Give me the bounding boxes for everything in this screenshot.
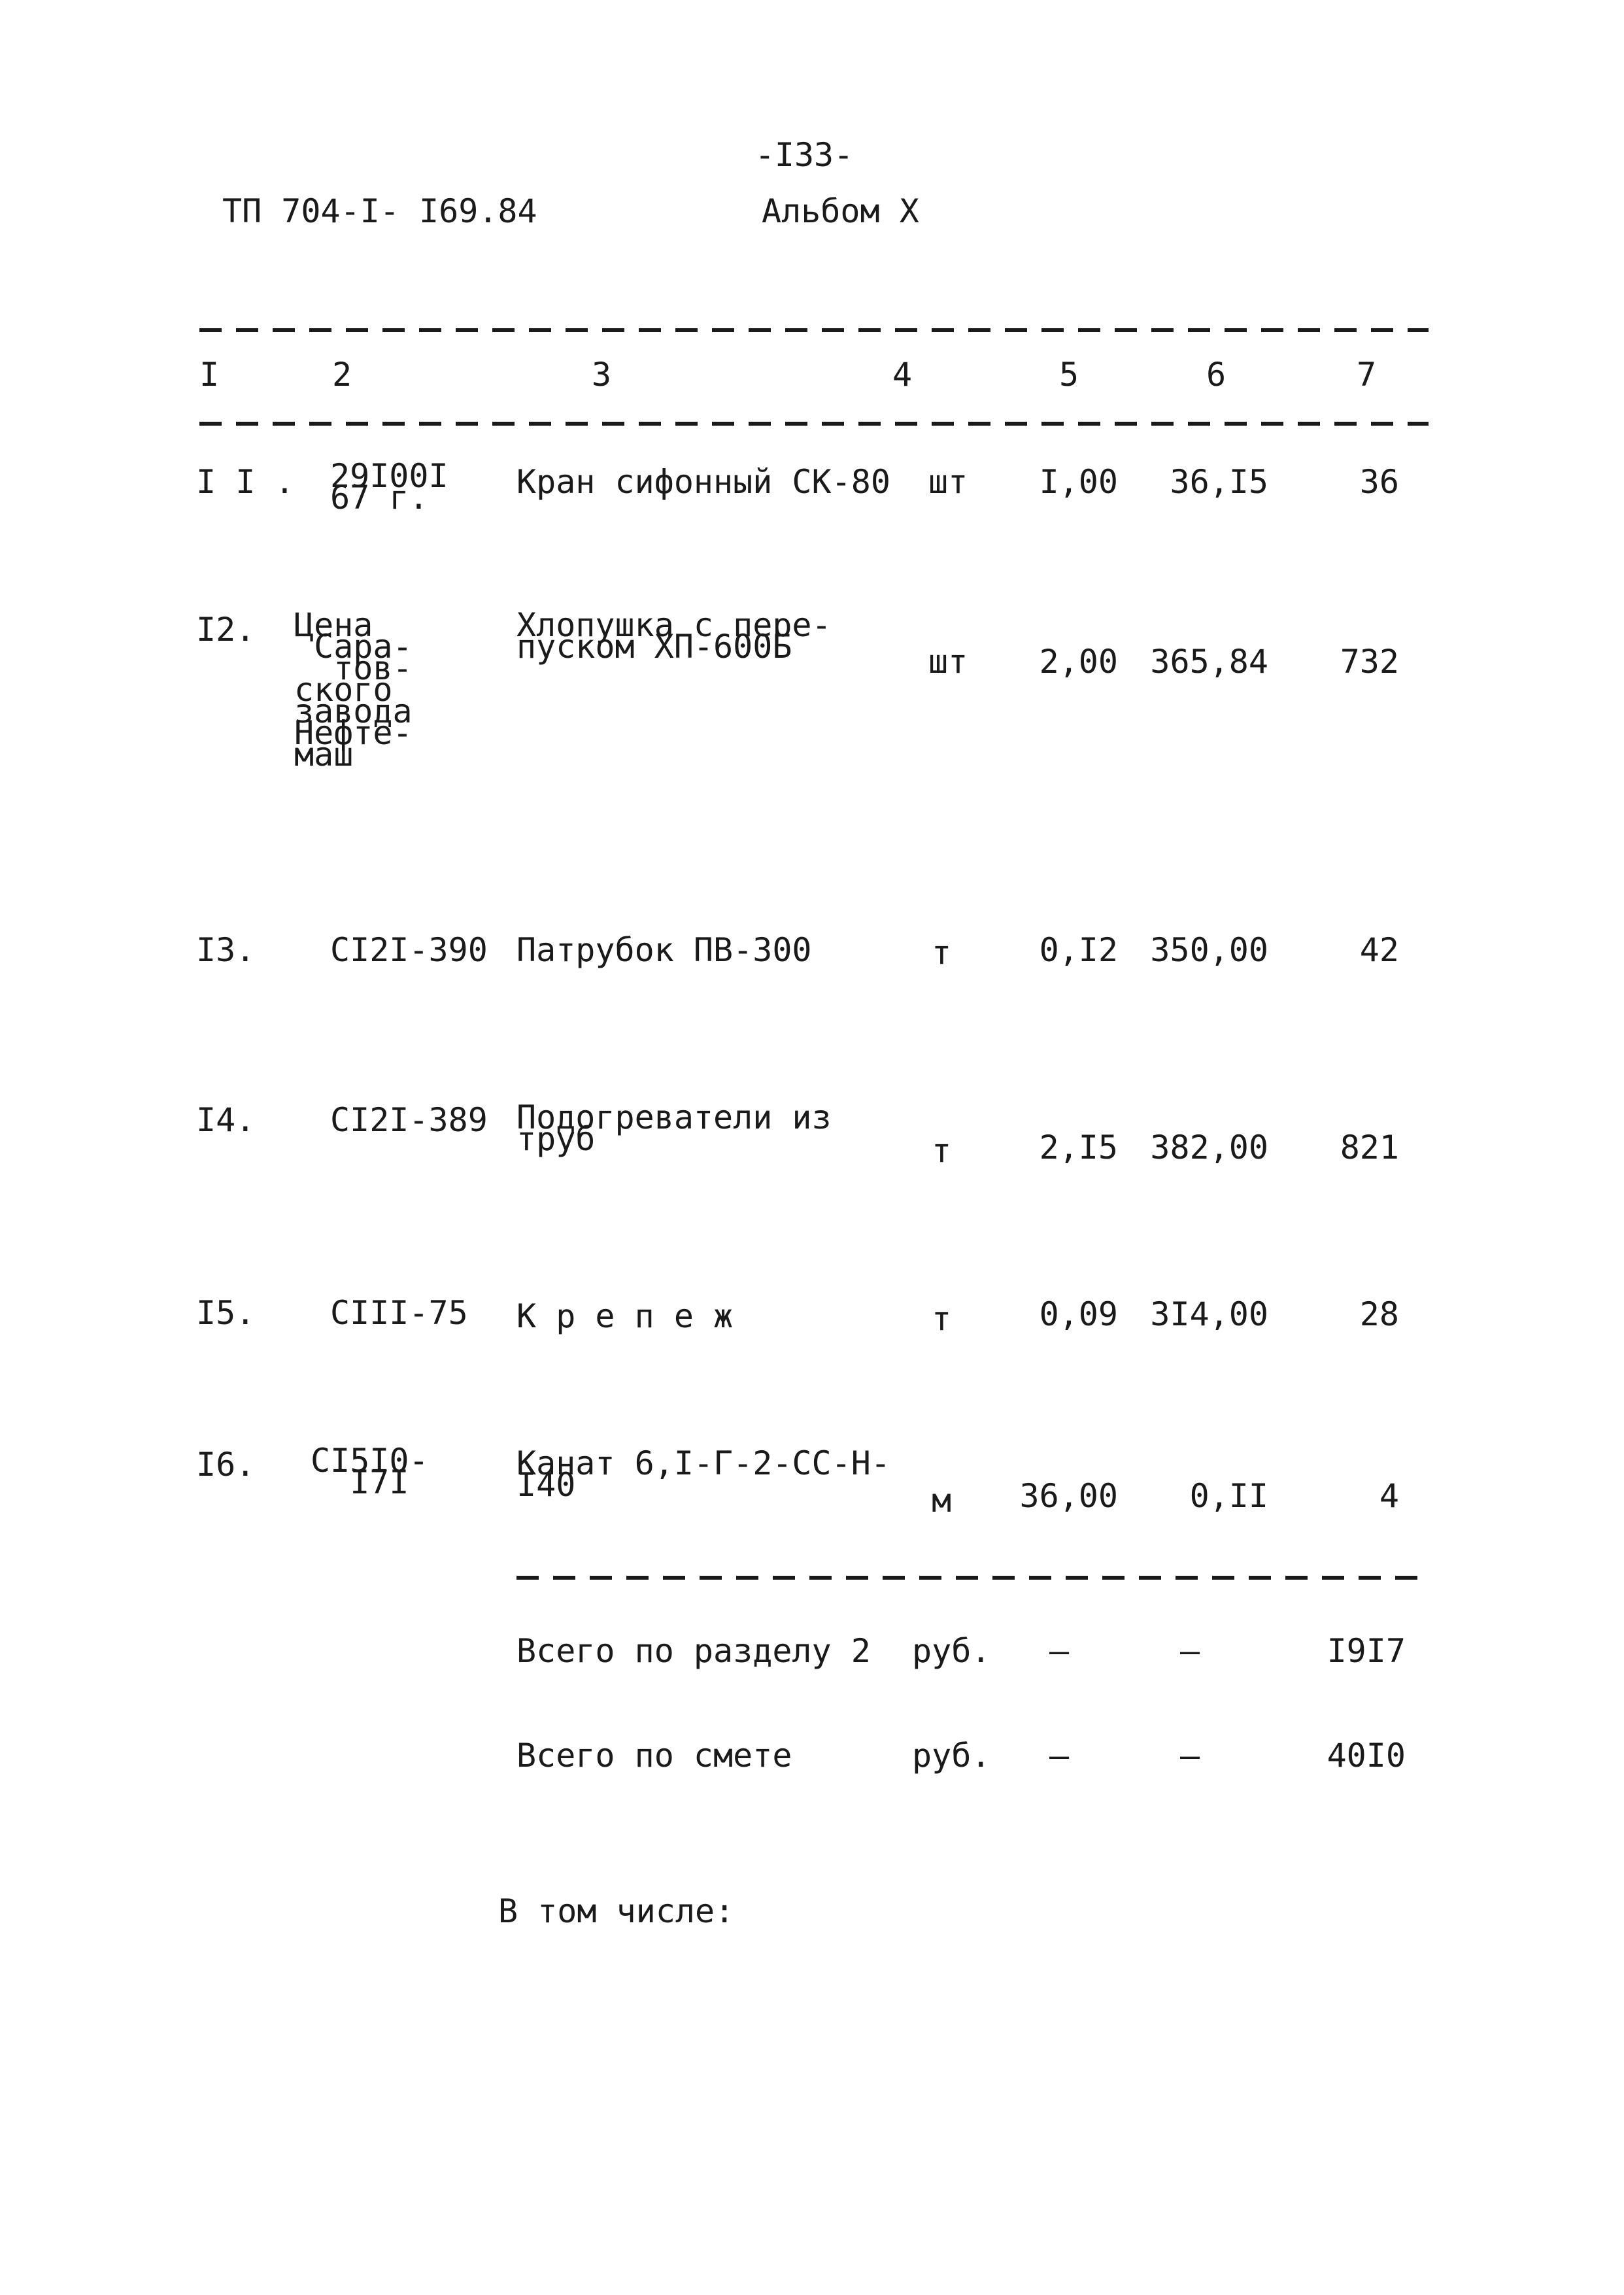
- album-label: Альбом X: [762, 192, 919, 230]
- total-unit: руб.: [912, 1737, 991, 1775]
- row-number: I5.: [196, 1294, 256, 1332]
- row-name: Подогреватели из труб: [516, 1098, 832, 1158]
- row-number: I I .: [196, 463, 295, 501]
- row-code: CI5I0- I7I: [311, 1442, 429, 1501]
- row-code: 29I00I 67 г.: [330, 457, 448, 517]
- row-total: 36: [1359, 463, 1399, 501]
- row-name: Кран сифонный СК-80: [516, 463, 890, 501]
- total-amount: I9I7: [1327, 1632, 1406, 1670]
- row-code: CIII-75: [330, 1294, 468, 1332]
- row-total: 28: [1359, 1295, 1399, 1333]
- column-header-1: I: [199, 356, 220, 394]
- total-quantity: –: [1049, 1737, 1070, 1775]
- row-total: 4: [1379, 1477, 1399, 1515]
- column-header-2: 2: [332, 356, 352, 394]
- row-quantity: I,00: [1039, 463, 1118, 501]
- row-price: 3I4,00: [1150, 1295, 1268, 1333]
- row-total: 42: [1359, 931, 1399, 969]
- row-number: I6.: [196, 1446, 256, 1484]
- row-name: Канат 6,I-Г-2-СС-Н- I40: [516, 1444, 890, 1504]
- total-price: –: [1179, 1737, 1200, 1775]
- row-price: 382,00: [1150, 1129, 1268, 1166]
- row-unit: шт: [928, 643, 968, 681]
- document-code: ТП 704-I- I69.84: [222, 192, 537, 230]
- total-price: –: [1179, 1632, 1200, 1670]
- row-unit: шт: [928, 463, 968, 501]
- total-label: Всего по смете: [516, 1737, 792, 1775]
- row-quantity: 2,00: [1039, 643, 1118, 681]
- row-total: 732: [1340, 643, 1399, 681]
- row-code: CI2I-389: [330, 1101, 488, 1139]
- column-header-4: 4: [892, 356, 913, 394]
- row-price: 0,II: [1189, 1477, 1268, 1515]
- total-quantity: –: [1049, 1632, 1070, 1670]
- row-name: Патрубок ПВ-300: [516, 931, 812, 969]
- row-quantity: 36,00: [1019, 1477, 1118, 1515]
- row-code: Цена Сара- тов- ского завода Нефте- маш: [294, 606, 413, 774]
- column-header-6: 6: [1206, 356, 1226, 394]
- row-unit: т: [932, 1132, 952, 1170]
- row-price: 365,84: [1150, 643, 1268, 681]
- row-number: I2.: [196, 611, 256, 649]
- row-name: К р е п е ж: [516, 1297, 734, 1335]
- header-rule-top: [199, 328, 1429, 332]
- column-header-5: 5: [1059, 356, 1079, 394]
- row-quantity: 2,I5: [1039, 1129, 1118, 1166]
- column-header-7: 7: [1357, 356, 1377, 394]
- total-unit: руб.: [912, 1632, 991, 1670]
- including-label: В том числе:: [498, 1892, 735, 1930]
- row-code: CI2I-390: [330, 931, 488, 969]
- total-label: Всего по разделу 2: [516, 1632, 871, 1670]
- total-amount: 40I0: [1327, 1737, 1406, 1775]
- row-number: I4.: [196, 1101, 256, 1139]
- row-quantity: 0,09: [1039, 1295, 1118, 1333]
- row-number: I3.: [196, 931, 256, 969]
- row-price: 350,00: [1150, 931, 1268, 969]
- row-total: 821: [1340, 1129, 1399, 1166]
- row-price: 36,I5: [1170, 463, 1268, 501]
- totals-rule: [516, 1576, 1419, 1580]
- row-unit: т: [932, 1300, 952, 1338]
- header-rule-bottom: [199, 422, 1429, 426]
- row-quantity: 0,I2: [1039, 931, 1118, 969]
- row-unit: м: [932, 1482, 952, 1520]
- row-name: Хлопушка с пере- пуском ХП-600Б: [516, 606, 832, 666]
- row-unit: т: [932, 934, 952, 972]
- column-header-3: 3: [592, 356, 612, 394]
- page-number: -I33-: [754, 136, 854, 174]
